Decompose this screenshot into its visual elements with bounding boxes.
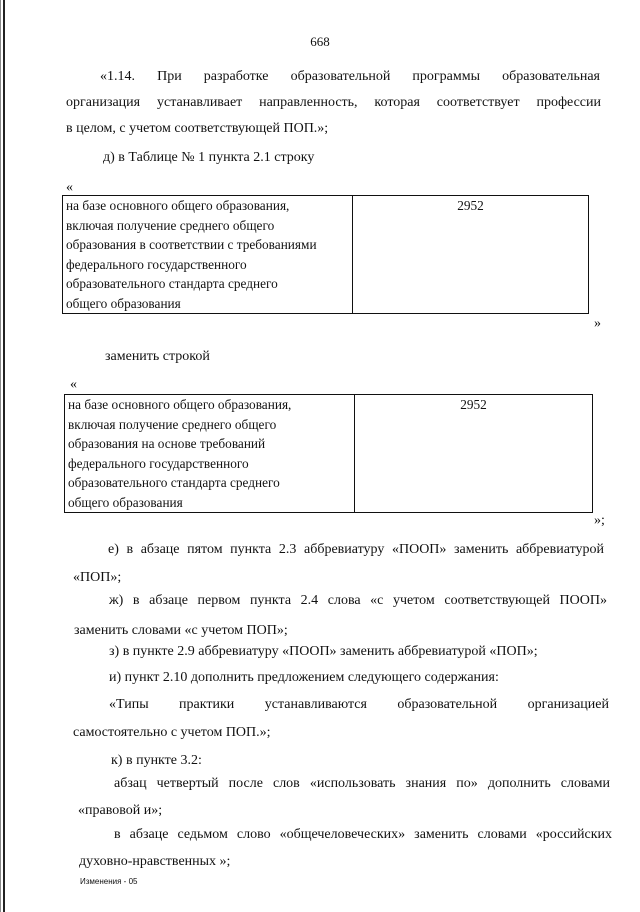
old-row-text <box>63 196 353 314</box>
item-e-line-2: «ПОП»; <box>73 570 122 585</box>
page-number: 668 <box>310 34 330 49</box>
new-row-text-line: включая получение среднего общего <box>68 416 277 432</box>
open-quote-new: « <box>70 377 77 392</box>
scan-edge <box>0 0 1 912</box>
item-zh-line-2: заменить словами «с учетом ПОП»; <box>74 623 288 638</box>
new-row-table <box>64 394 593 513</box>
para-1-14-line-2: организация устанавливает направленность, которая соответствует профессии <box>66 95 601 110</box>
quote-types-line-2: самостоятельно с учетом ПОП.»; <box>73 725 271 740</box>
close-quote-new: »; <box>594 513 605 528</box>
new-row-value: 2952 <box>355 395 593 513</box>
item-e-line-1: е) в абзаце пятом пункта 2.3 аббревиатуру «ПООП» заменить аббревиатурой <box>108 542 604 557</box>
footer-note: Изменения - 05 <box>80 877 138 886</box>
new-row-text-line: образовательного стандарта среднего <box>68 475 280 490</box>
old-row-table <box>62 195 589 314</box>
old-row-text-line: образовательного стандарта среднего <box>66 276 278 291</box>
para-4-line-2: «правовой и»; <box>78 803 163 818</box>
replace-with: заменить строкой <box>105 349 210 364</box>
item-z: з) в пункте 2.9 аббревиатуру «ПООП» заменить аббревиатурой «ПОП»; <box>109 644 538 659</box>
para-7-line-1: в абзаце седьмом слово «общечеловеческих» заменить словами «российских <box>114 827 612 842</box>
new-row-text-line: образования на основе требований <box>68 436 266 451</box>
new-row-text-line: федерального государственного <box>68 455 249 471</box>
new-row-text-line: общего образования <box>68 494 183 510</box>
old-row-text-line: образования в соответствии с требованиями <box>66 237 317 252</box>
scan-edge-shadow <box>3 0 5 912</box>
para-4-line-1: абзац четвертый после слов «использовать знания по» дополнить словами <box>114 776 610 791</box>
new-row-text <box>65 395 355 513</box>
para-1-14-line-1: «1.14. При разработке образовательной программы образовательная <box>100 69 600 84</box>
old-row-text-line: на базе основного общего образования, <box>66 198 290 213</box>
old-row-value: 2952 <box>353 196 589 314</box>
old-row-text-line: общего образования <box>66 295 181 311</box>
para-7-line-2: духовно-нравственных »; <box>79 854 231 869</box>
item-i: и) пункт 2.10 дополнить предложением следующего содержания: <box>109 670 499 685</box>
para-1-14-line-3: в целом, с учетом соответствующей ПОП.»; <box>66 121 329 136</box>
old-row-text-line: включая получение среднего общего <box>66 217 275 233</box>
old-row-text-line: федерального государственного <box>66 256 247 272</box>
open-quote-old: « <box>66 180 73 195</box>
item-k: к) в пункте 3.2: <box>111 753 202 768</box>
quote-types-line-1: «Типы практики устанавливаются образовательной организацией <box>109 697 609 712</box>
close-quote-old: » <box>594 316 601 331</box>
item-d: д) в Таблице № 1 пункта 2.1 строку <box>103 150 315 165</box>
item-zh-line-1: ж) в абзаце первом пункта 2.4 слова «с учетом соответствующей ПООП» <box>109 593 607 608</box>
new-row-text-line: на базе основного общего образования, <box>68 397 292 412</box>
